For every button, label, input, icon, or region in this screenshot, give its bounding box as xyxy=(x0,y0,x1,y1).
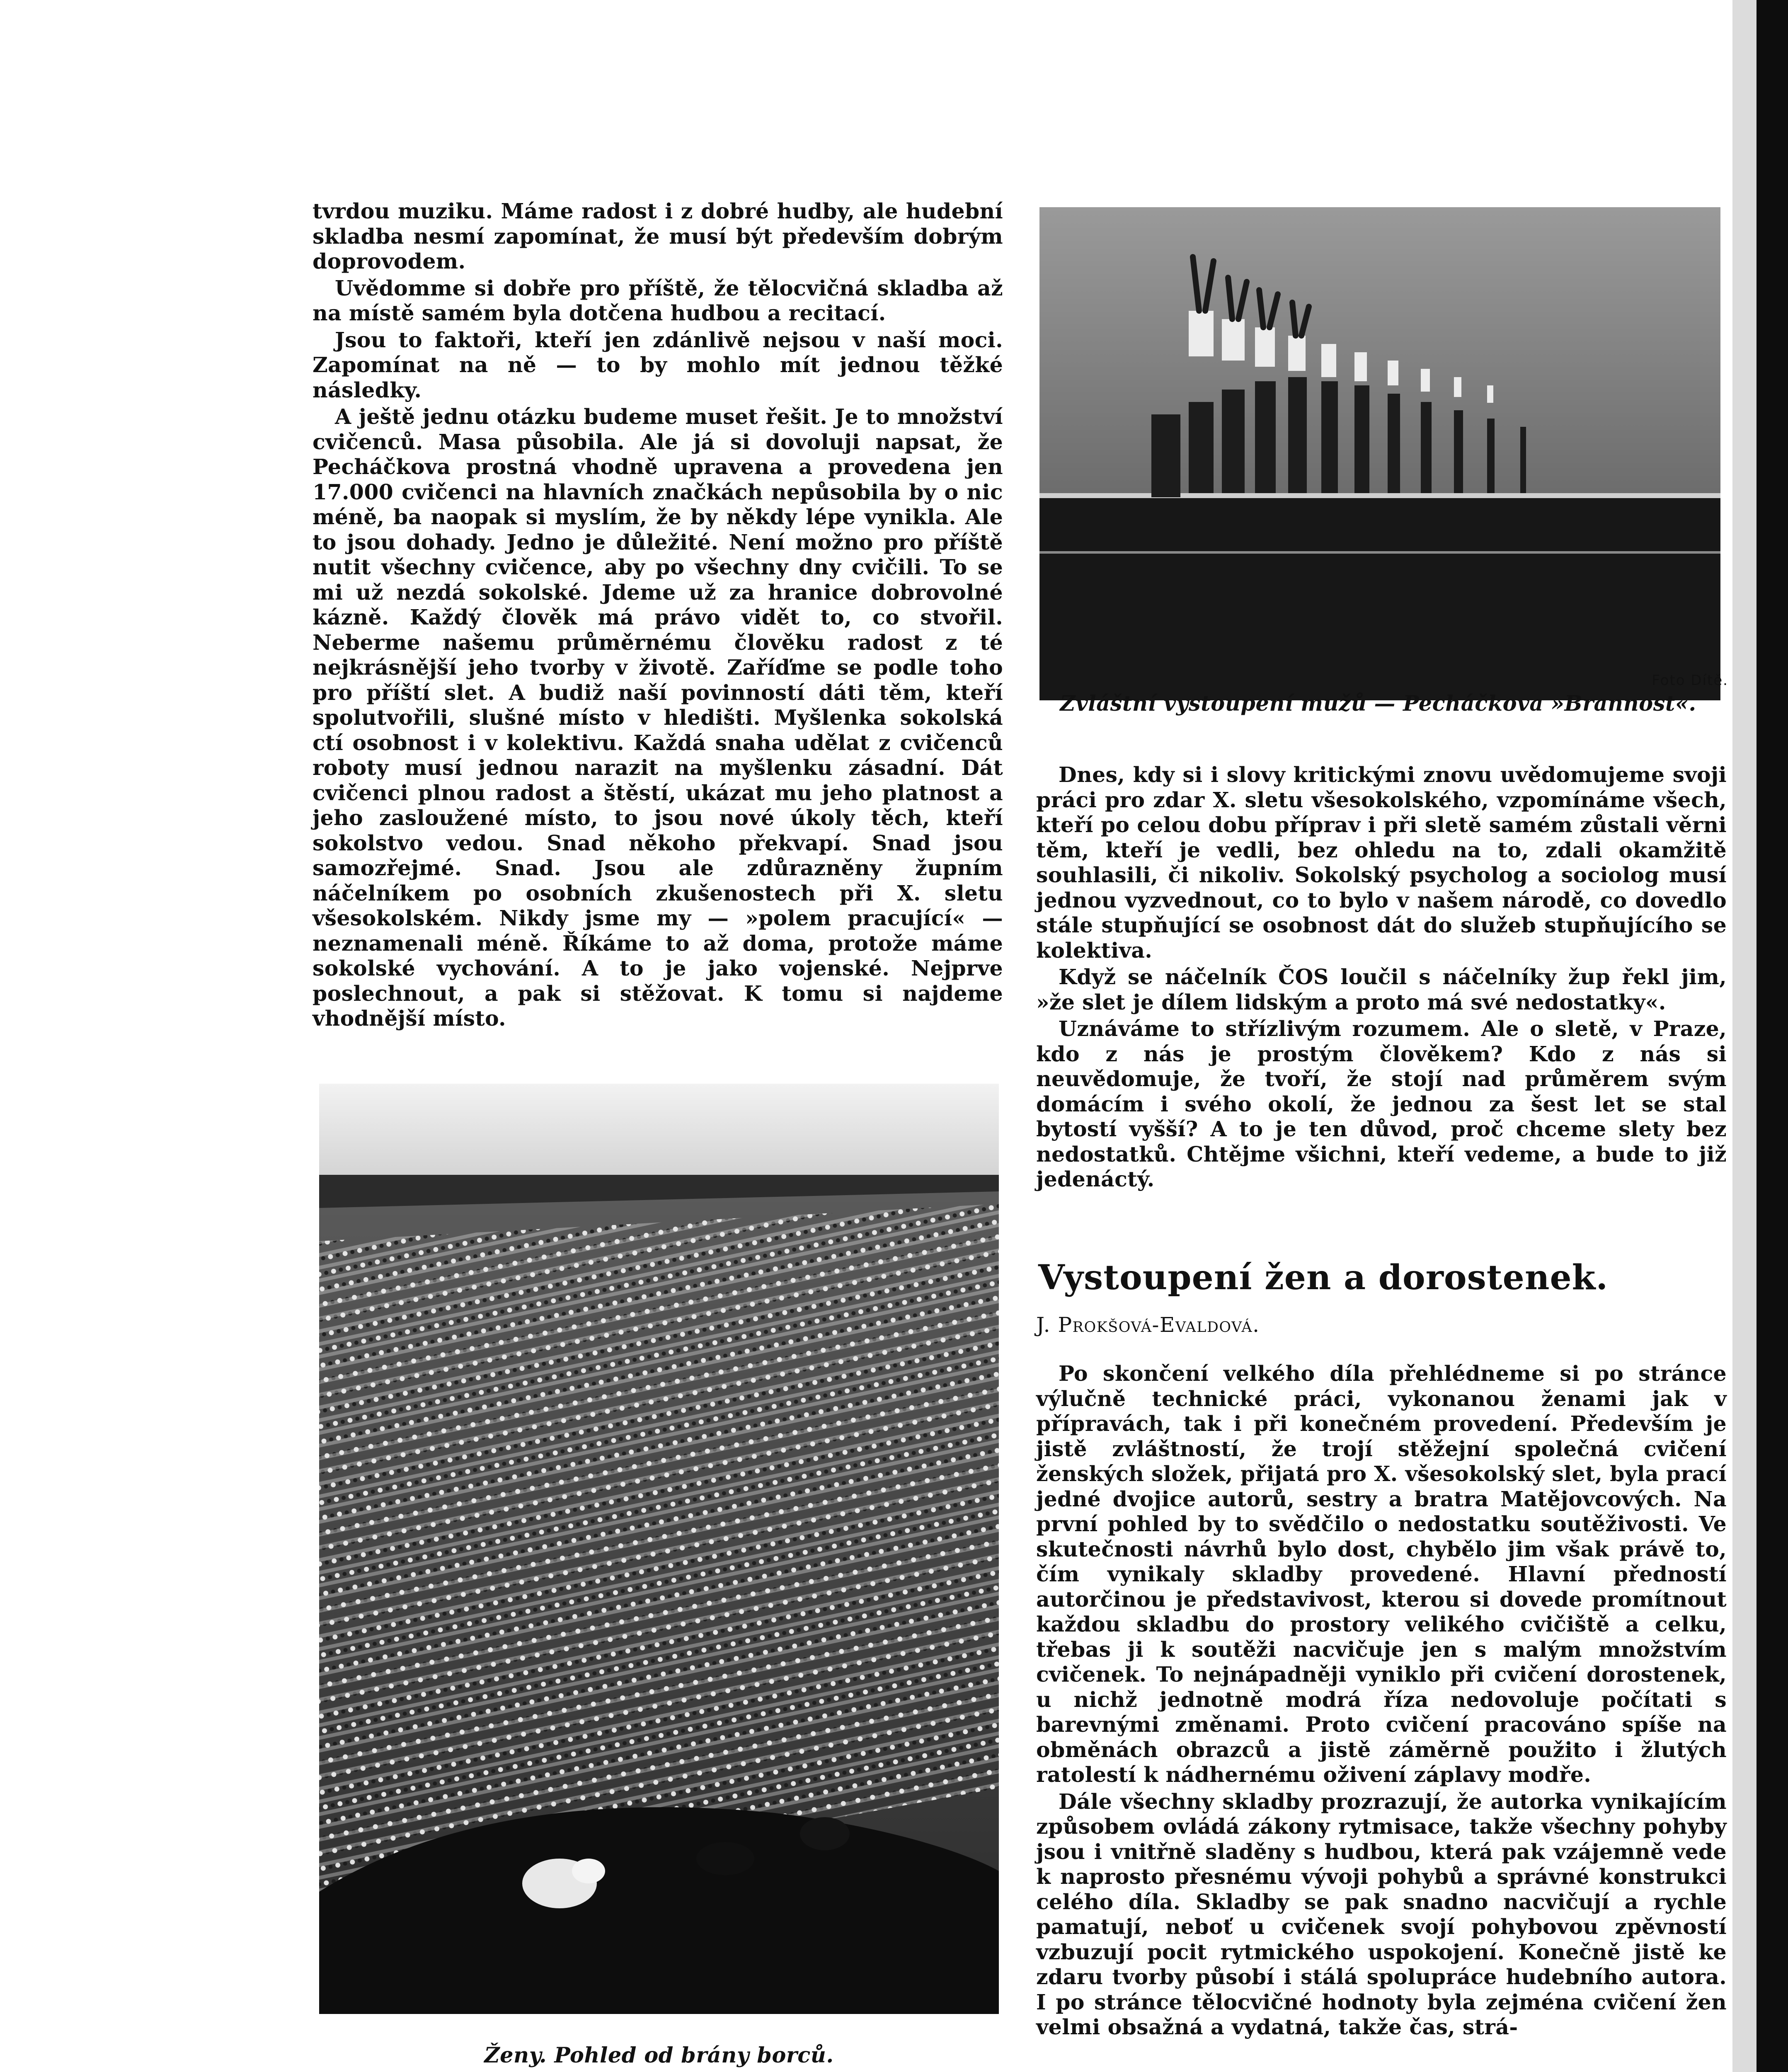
article-author: J. Prokšová-Evaldová. xyxy=(1036,1313,1260,1337)
left-paragraph-3: Jsou to faktoři, kteří jen zdánlivě nejsou v naší moci. Zapomínat na ně — to by mohlo mít jednou těžké následky. xyxy=(313,327,1003,402)
article2-body xyxy=(1036,1361,1727,2042)
article2-paragraph-2: Dále všechny skladby prozrazují, že autorka vynikajícím způsobem ovládá zákony rytmisace, takže všechny pohyby jsou i vnitřně sladěny s hudbou, která pak vzájemně vede k naprosto přesnému vývoji pohybů a správné konstrukci celého díla. Skladby se pak snadno nacvičují a rychle pamatují, neboť u cvičenek svojí pohybovou zpěvností vzbuzují pocit rytmického uspokojení. Konečně jistě ke zdaru tvorby působí i stálá spolupráce hudebního autora. I po stránce tělocvičné hodnoty byla zejména cvičení žen velmi obsažná a vydatná, takže čas, strá- xyxy=(1036,1789,1727,2039)
left-paragraph-4: A ještě jednu otázku budeme muset řešit. Je to množství cvičenců. Masa působila. Ale já si dovoluji napsat, že Pecháčkova prostná vhodně upravena a provedena jen 17.000 cvičenci na hlavních značkách nepůsobila by o nic méně, ba naopak si myslím, že by někdy lépe vynikla. Ale to jsou dohady. Jedno je důležité. Není možno pro příště nutit všechny cvičence, aby po všechny dny cvičili. To se mi už nezdá sokolské. Jdeme už za hranice dobrovolné kázně. Každý člověk má právo vidět to, co stvořil. Neberme našemu průměrnému člověku radost z té nejkrásnější jeho tvorby v životě. Zaříďme se podle toho pro příští slet. A budiž naší povinností dáti těm, kteří spolutvořili, slušné místo v hledišti. Myšlenka sokolská ctí osobnost i v kolektivu. Každá snaha udělat z cvičenců roboty musí jednou narazit na myšlenku zásadní. Dát cvičenci plnou radost a štěstí, ukázat mu jeho platnost a jeho zasloužené místo, to jsou nové úkoly těch, kteří sokolstvo vedou. Snad někoho překvapí. Snad jsou samozřejmé. Snad. Jsou ale zdůrazněny župním náčelníkem po osobních zkušenostech při X. sletu všesokolském. Nikdy jsme my — »polem pracující« — neznamenali méně. Říkáme to až doma, protože máme sokolské vychování. A to je jako vojenské. Nejprve poslechnout, a pak si stěžovat. K tomu si najdeme vhodnější místo. xyxy=(313,404,1003,1031)
article2-paragraph-1: Po skončení velkého díla přehlédneme si po stránce výlučně technické práci, vykonanou ženami jak v přípravách, tak i při konečném provedení. Především je jistě zvláštností, že trojí stěžejní společná cvičení ženských složek, přijatá pro X. všesokolský slet, byla prací jedné dvojice autorů, sestry a bratra Matějovcových. Na první pohled by to svědčilo o nedostatku soutěživosti. Ve skutečnosti návrhů bylo dost, chybělo jim však právě to, čím vynikaly skladby provedené. Hlavní předností autorčinou je představivost, kterou si dovede promítnout každou skladbu do prostory velikého cvičiště a celku, třebas ji k soutěži nacvičuje jen s malým množstvím cvičenek. To nejnápadněji vyniklo při cvičení dorostenek, u nichž jednotně modrá říza nedovoluje počítati s barevnými změnami. Proto cvičení pracováno spíše na obměnách obrazců a jistě záměrně použito i žlutých ratolestí k nádhernému oživení záplavy modře. xyxy=(1036,1361,1727,1787)
scan-shadow xyxy=(1732,0,1757,2072)
scan-border xyxy=(1757,0,1788,2072)
left-column xyxy=(313,199,1003,1033)
left-paragraph-2: Uvědomme si dobře pro příště, že tělocvičná skladba až na místě samém byla dotčena hudbou a recitací. xyxy=(313,276,1003,325)
photo-women-stadium xyxy=(319,1084,999,2014)
stadium-photo-illustration xyxy=(319,1084,999,2014)
right-column-top xyxy=(1036,762,1727,1194)
right-paragraph-2: Když se náčelník ČOS loučil s náčelníky žup řekl jim, »že slet je dílem lidským a proto má své nedostatky«. xyxy=(1036,965,1727,1014)
pyramid-photo-illustration xyxy=(1039,207,1720,700)
photo-right-caption: Zvláštní vystoupení mužů — Pecháčkova »Brannost«. xyxy=(1060,691,1696,716)
photo-credit: Foto Dítě. xyxy=(1652,672,1728,689)
right-paragraph-1: Dnes, kdy si i slovy kritickými znovu uvědomujeme svoji práci pro zdar X. sletu všesokolského, vzpomínáme všech, kteří po celou dobu příprav i při sletě samém zůstali věrni těm, kteří je vedli, bez ohledu na to, zdali okamžitě souhlasili, či nikoliv. Sokolský psycholog a sociolog musí jednou vyzvednout, co to bylo v našem národě, co dovedlo stále stupňující se osobnost dát do služeb stupňujícího se kolektiva. xyxy=(1036,762,1727,963)
left-paragraph-1: tvrdou muziku. Máme radost i z dobré hudby, ale hudební skladba nesmí zapomínat, že musí být především dobrým doprovodem. xyxy=(313,199,1003,274)
article-heading: Vystoupení žen a dorostenek. xyxy=(1038,1258,1608,1297)
photo-men-pyramid xyxy=(1039,207,1720,700)
right-paragraph-3: Uznáváme to střízlivým rozumem. Ale o sletě, v Praze, kdo z nás je prostým člověkem? Kdo z nás si neuvědomuje, že tvoří, že stojí nad průměrem svým domácím i svého okolí, že jednou za šest let se stal bytostí vyšší? A to je ten důvod, proč chceme slety bez nedostatků. Chtějme všichni, kteří vedeme, a bude to již jedenáctý. xyxy=(1036,1017,1727,1191)
photo-left-caption: Ženy. Pohled od brány borců. xyxy=(484,2043,834,2068)
